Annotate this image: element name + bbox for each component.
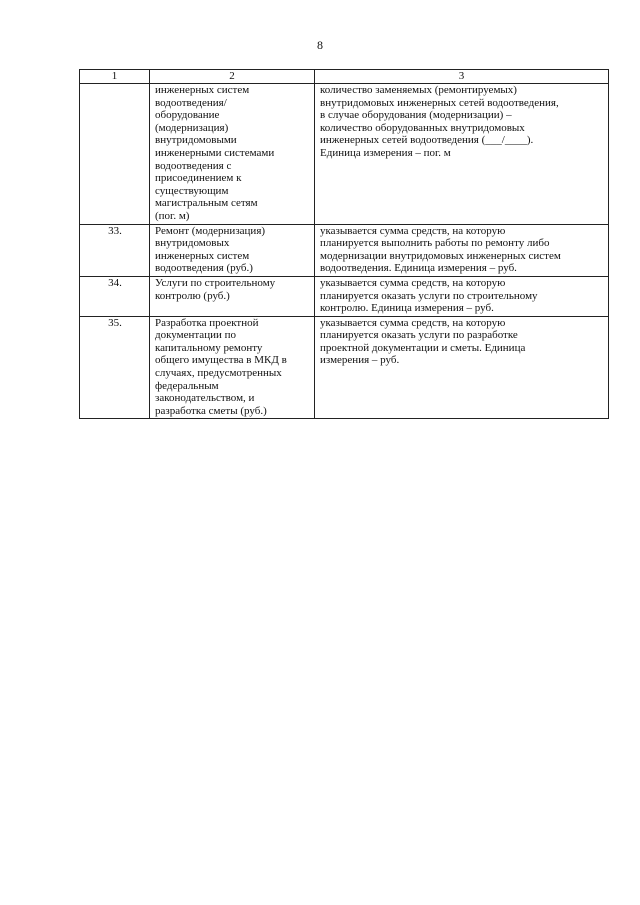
row-name-cell: Ремонт (модернизация) внутридомовых инженерных систем водоотведения (руб.) <box>150 224 315 276</box>
row-number-cell: 34. <box>80 276 150 316</box>
row-description-cell: указывается сумма средств, на которую планируется оказать услуги по строительному контролю. Единица измерения – руб. <box>315 276 609 316</box>
page-number: 8 <box>317 38 323 52</box>
column-header-1: 1 <box>80 70 150 84</box>
row-number-cell: 33. <box>80 224 150 276</box>
table-header-row <box>80 70 609 84</box>
row-name-cell: Услуги по строительному контролю (руб.) <box>150 276 315 316</box>
table-row <box>80 316 609 419</box>
row-description-cell: указывается сумма средств, на которую планируется выполнить работы по ремонту либо модернизации внутридомовых инженерных систем водоотведения. Единица измерения – руб. <box>315 224 609 276</box>
table-row <box>80 276 609 316</box>
column-header-2: 2 <box>150 70 315 84</box>
row-number-cell <box>80 84 150 225</box>
row-name-cell: инженерных систем водоотведения/ оборудование (модернизация) внутридомовыми инженерными системами водоотведения с присоединением к существующим магистральным сетям (пог. м) <box>150 84 315 225</box>
document-table <box>79 69 609 419</box>
table-row <box>80 224 609 276</box>
row-description-cell: количество заменяемых (ремонтируемых) внутридомовых инженерных сетей водоотведения, в случае оборудования (модернизации) – количество оборудованных внутридомовых инженерных сетей водоотведения (___/____). Единица измерения – пог. м <box>315 84 609 225</box>
column-header-3: 3 <box>315 70 609 84</box>
row-name-cell: Разработка проектной документации по капитальному ремонту общего имущества в МКД в случаях, предусмотренных федеральным законодательством, и разработка сметы (руб.) <box>150 316 315 419</box>
row-number-cell: 35. <box>80 316 150 419</box>
row-description-cell: указывается сумма средств, на которую планируется оказать услуги по разработке проектной документации и сметы. Единица измерения – руб. <box>315 316 609 419</box>
table-row <box>80 84 609 225</box>
